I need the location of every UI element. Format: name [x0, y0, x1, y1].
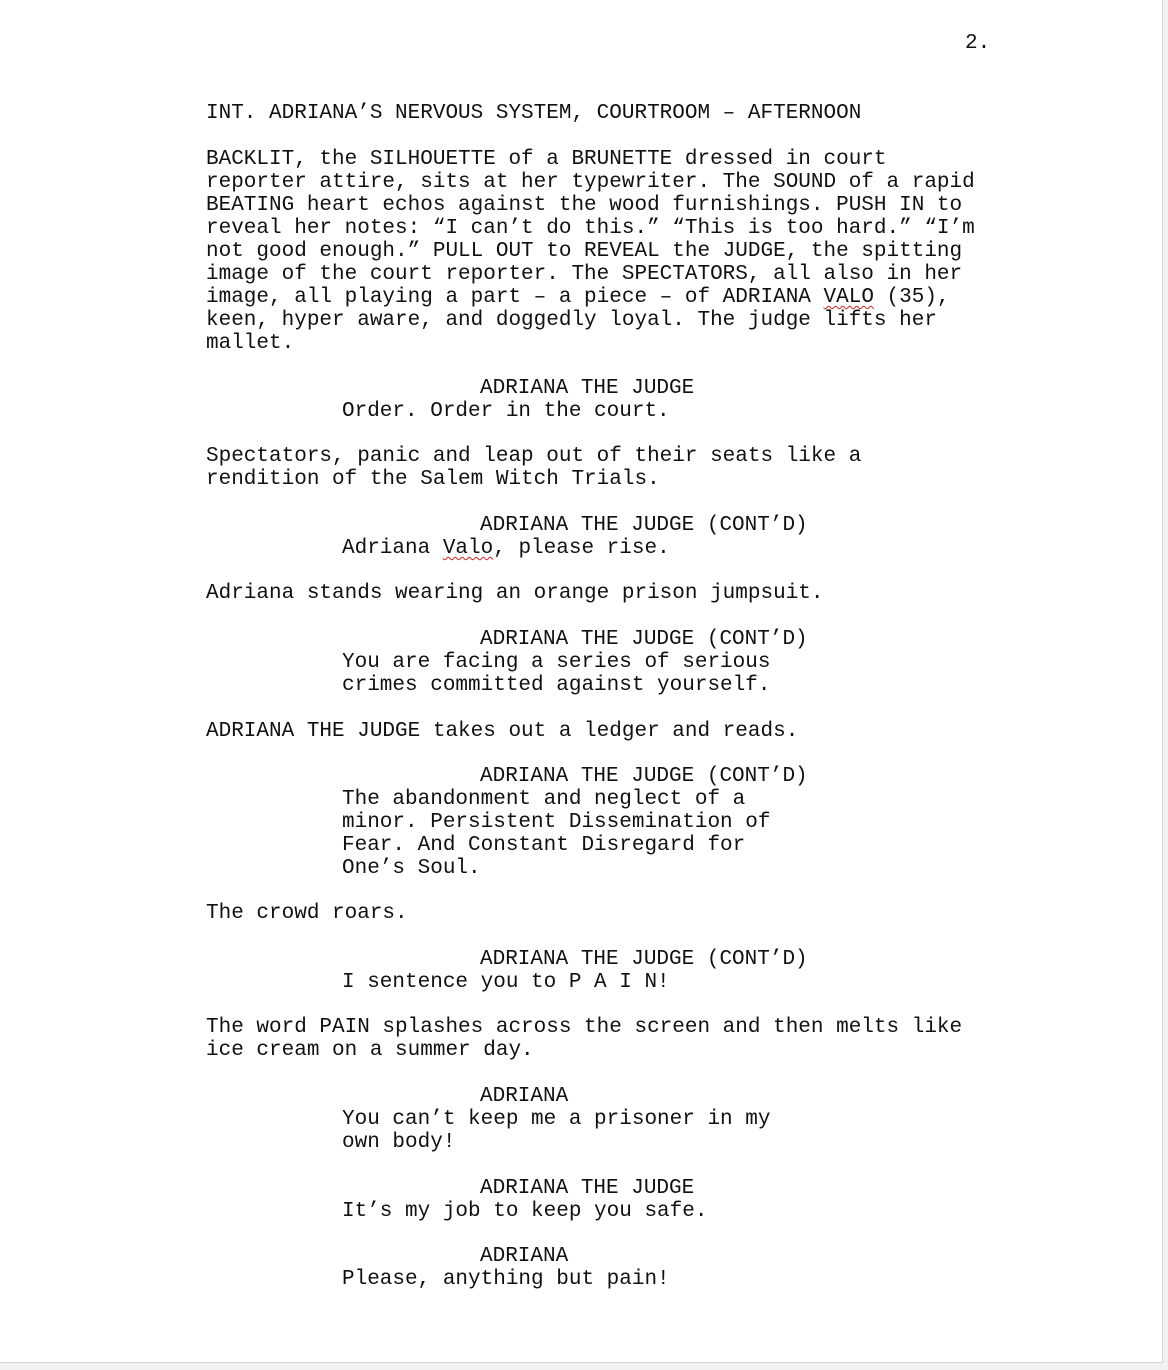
character-cue: ADRIANA THE JUDGE — [480, 1177, 695, 1200]
dialogue-line: You are facing a series of serious — [342, 651, 771, 674]
dialogue-line: You can’t keep me a prisoner in my — [342, 1108, 771, 1131]
character-cue: ADRIANA THE JUDGE (CONT’D) — [480, 948, 808, 971]
action-line: The crowd roars. — [206, 902, 408, 925]
action-line: BEATING heart echos against the wood furnishings. PUSH IN to — [206, 194, 963, 217]
dialogue-line: Please, anything but pain! — [342, 1268, 670, 1291]
character-cue: ADRIANA THE JUDGE (CONT’D) — [480, 628, 808, 651]
dialogue-line — [342, 537, 670, 560]
action-text: (35), — [873, 286, 950, 309]
dialogue-line: I sentence you to P A I N! — [342, 971, 670, 994]
dialogue-line: The abandonment and neglect of a — [342, 788, 746, 811]
action-line: reveal her notes: “I can’t do this.” “This is too hard.” “I’m — [206, 217, 975, 240]
action-line: ice cream on a summer day. — [206, 1039, 534, 1062]
spellcheck-flagged-word[interactable]: Valo — [442, 537, 494, 560]
action-line: not good enough.” PULL OUT to REVEAL the JUDGE, the spitting — [206, 240, 963, 263]
dialogue-line: It’s my job to keep you safe. — [342, 1200, 708, 1223]
action-line: Adriana stands wearing an orange prison jumpsuit. — [206, 582, 824, 605]
character-cue: ADRIANA — [480, 1085, 569, 1108]
spellcheck-flagged-word[interactable]: VALO — [823, 286, 874, 309]
action-line: Spectators, panic and leap out of their seats like a — [206, 445, 862, 468]
dialogue-text: , please rise. — [493, 537, 670, 560]
character-cue: ADRIANA THE JUDGE (CONT’D) — [480, 765, 808, 788]
dialogue-line: crimes committed against yourself. — [342, 674, 771, 697]
dialogue-line: Fear. And Constant Disregard for — [342, 834, 746, 857]
dialogue-line: own body! — [342, 1131, 456, 1154]
action-line: ADRIANA THE JUDGE takes out a ledger and reads. — [206, 720, 799, 743]
action-line: rendition of the Salem Witch Trials. — [206, 468, 660, 491]
dialogue-text: Adriana — [342, 537, 443, 560]
character-cue: ADRIANA THE JUDGE — [480, 377, 695, 400]
character-cue: ADRIANA — [480, 1245, 569, 1268]
dialogue-line: One’s Soul. — [342, 857, 481, 880]
page-number: 2. — [965, 32, 991, 55]
action-line — [206, 286, 950, 309]
action-line: mallet. — [206, 332, 295, 355]
scene-heading: INT. ADRIANA’S NERVOUS SYSTEM, COURTROOM – AFTERNOON — [206, 102, 862, 125]
dialogue-line: Order. Order in the court. — [342, 400, 670, 423]
dialogue-line: minor. Persistent Dissemination of — [342, 811, 771, 834]
action-line: reporter attire, sits at her typewriter. The SOUND of a rapid — [206, 171, 975, 194]
action-line: keen, hyper aware, and doggedly loyal. The judge lifts her — [206, 309, 937, 332]
action-line: BACKLIT, the SILHOUETTE of a BRUNETTE dressed in court — [206, 148, 887, 171]
action-text: image, all playing a part – a piece – of ADRIANA — [206, 286, 824, 309]
action-line: image of the court reporter. The SPECTATORS, all also in her — [206, 263, 963, 286]
action-line: The word PAIN splashes across the screen and then melts like — [206, 1016, 963, 1039]
character-cue: ADRIANA THE JUDGE (CONT’D) — [480, 514, 808, 537]
